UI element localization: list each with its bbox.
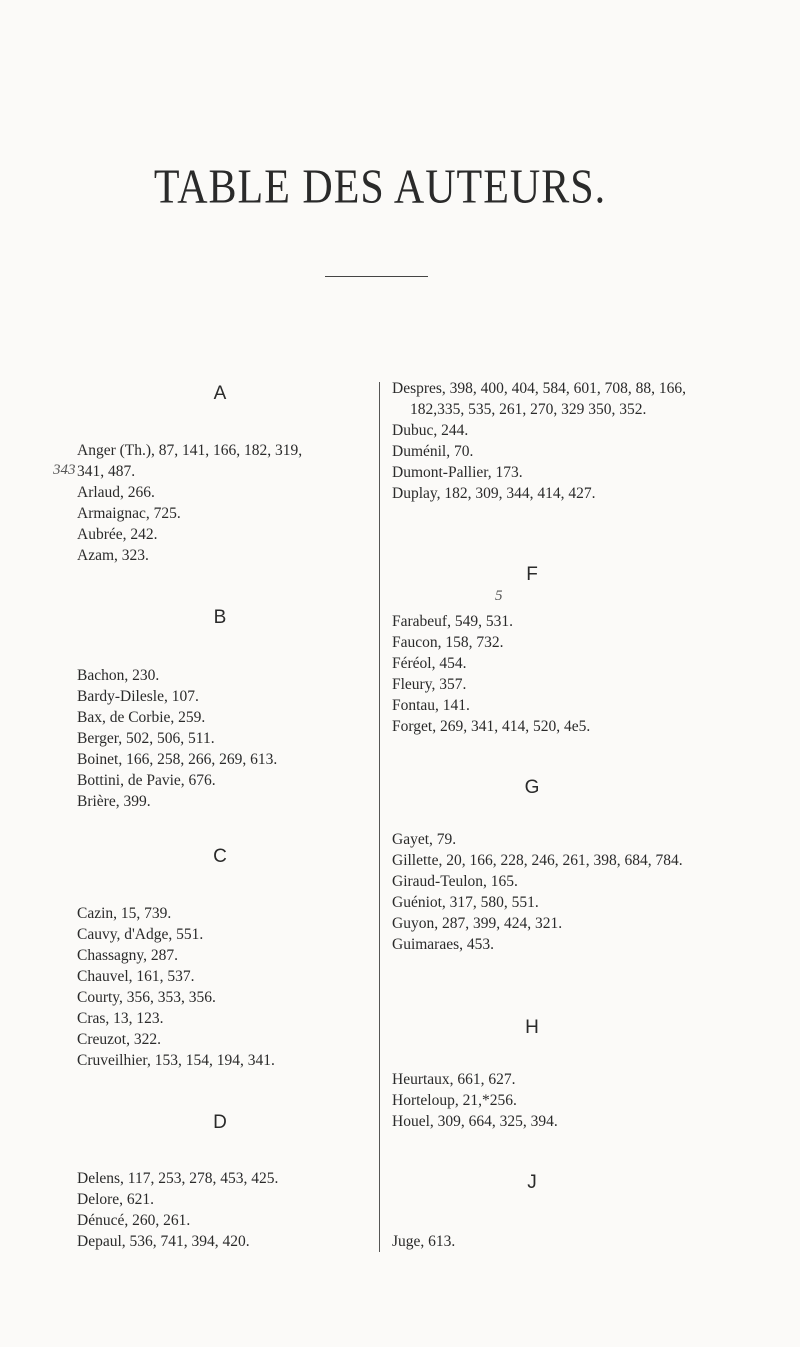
list-item: Guyon, 287, 399, 424, 321.: [392, 915, 563, 932]
list-item: Boinet, 166, 258, 266, 269, 613.: [77, 751, 278, 768]
list-item: Bardy-Dilesle, 107.: [77, 688, 199, 705]
section-b-entries: [77, 665, 367, 812]
list-item: Farabeuf, 549, 531.: [392, 613, 513, 630]
list-item: Gillette, 20, 166, 228, 246, 261, 398, 684, 784.: [392, 852, 683, 869]
list-item: Courty, 356, 353, 356.: [77, 989, 216, 1006]
section-h-entries: [392, 1069, 692, 1132]
list-item: Chassagny, 287.: [77, 947, 179, 964]
section-letter-a: A: [213, 383, 227, 404]
list-item: Delens, 117, 253, 278, 453, 425.: [77, 1170, 279, 1187]
list-item: Cauvy, d'Adge, 551.: [77, 926, 204, 943]
list-item: Aubrée, 242.: [77, 526, 158, 543]
list-item: Duplay, 182, 309, 344, 414, 427.: [392, 485, 596, 502]
list-item: Giraud-Teulon, 165.: [392, 873, 518, 890]
list-item: Cazin, 15, 739.: [77, 905, 172, 922]
list-item: Dumont-Pallier, 173.: [392, 464, 523, 481]
list-item: Creuzot, 322.: [77, 1031, 161, 1048]
list-item: Fleury, 357.: [392, 676, 467, 693]
section-letter-d: D: [213, 1112, 227, 1133]
page-title: TABLE DES AUTEURS.: [153, 161, 607, 215]
section-j-entries: [392, 1231, 692, 1252]
list-item: Dénucé, 260, 261.: [77, 1212, 191, 1229]
list-item: Azam, 323.: [77, 547, 149, 564]
list-item: Bottini, de Pavie, 676.: [77, 772, 216, 789]
handwritten-correction: 5: [495, 588, 503, 604]
section-c-entries: [77, 903, 367, 1071]
section-letter-h: H: [525, 1017, 539, 1038]
section-g-entries: [392, 829, 692, 955]
section-a-entries: [77, 440, 367, 566]
list-item: Horteloup, 21,*256.: [392, 1092, 517, 1109]
list-item: 341, 487.: [77, 463, 136, 480]
list-item: Brière, 399.: [77, 793, 151, 810]
section-f-entries: [392, 611, 692, 737]
list-item: Chauvel, 161, 537.: [77, 968, 195, 985]
list-item: Forget, 269, 341, 414, 520, 4e5.: [392, 718, 591, 735]
section-letter-g: G: [524, 777, 540, 798]
list-item: Bax, de Corbie, 259.: [77, 709, 206, 726]
list-item: Féréol, 454.: [392, 655, 467, 672]
list-item: Arlaud, 266.: [77, 484, 155, 501]
list-item: Despres, 398, 400, 404, 584, 601, 708, 88, 166, 182,335, 535, 261, 270, 329 350, 352.: [392, 380, 687, 418]
title-rule: [325, 276, 428, 277]
list-item: Gayet, 79.: [392, 831, 457, 848]
list-item: Berger, 502, 506, 511.: [77, 730, 215, 747]
margin-handwritten-note: 343: [53, 462, 76, 478]
list-item: Faucon, 158, 732.: [392, 634, 504, 651]
list-item: Cras, 13, 123.: [77, 1010, 164, 1027]
list-item: Dubuc, 244.: [392, 422, 469, 439]
section-letter-f: F: [526, 564, 538, 585]
list-item: Heurtaux, 661, 627.: [392, 1071, 516, 1088]
list-item: Duménil, 70.: [392, 443, 474, 460]
section-d-continued-entries: [392, 378, 692, 504]
list-item: Guéniot, 317, 580, 551.: [392, 894, 539, 911]
list-item: Houel, 309, 664, 325, 394.: [392, 1113, 558, 1130]
section-letter-c: C: [213, 846, 227, 867]
list-item: Delore, 621.: [77, 1191, 155, 1208]
list-item: Depaul, 536, 741, 394, 420.: [77, 1233, 250, 1250]
list-item: Juge, 613.: [392, 1233, 456, 1250]
section-letter-b: B: [213, 607, 227, 628]
list-item: Fontau, 141.: [392, 697, 470, 714]
list-item: Anger (Th.), 87, 141, 166, 182, 319,: [77, 442, 303, 459]
list-item: Cruveilhier, 153, 154, 194, 341.: [77, 1052, 275, 1069]
list-item: Armaignac, 725.: [77, 505, 181, 522]
list-item: Bachon, 230.: [77, 667, 160, 684]
section-letter-j: J: [527, 1172, 537, 1193]
list-item: Guimaraes, 453.: [392, 936, 495, 953]
section-d-entries: [77, 1168, 367, 1252]
